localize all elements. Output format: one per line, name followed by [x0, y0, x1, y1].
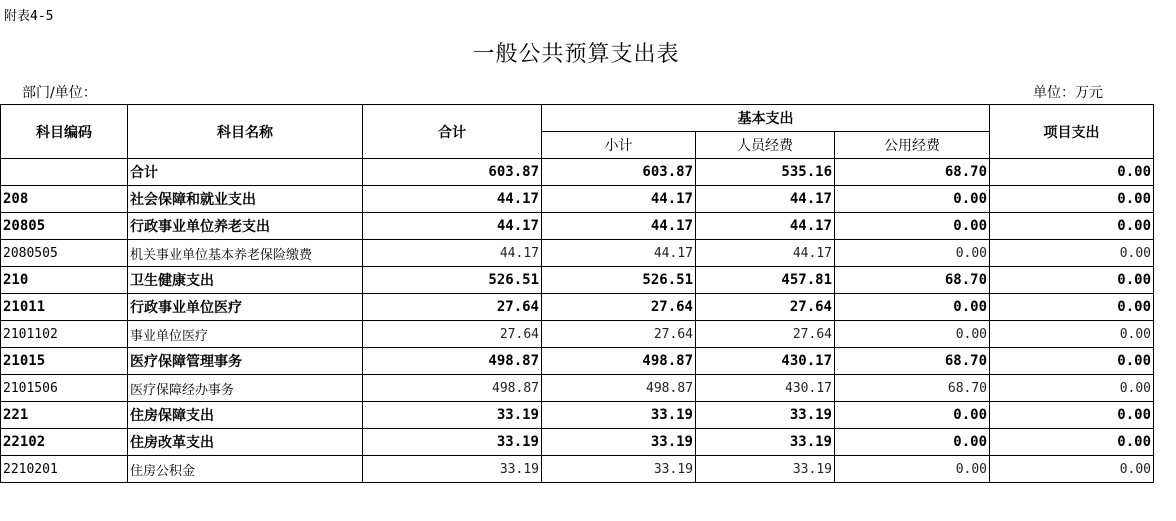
header-total: 合计 — [363, 105, 542, 159]
cell-personnel: 33.19 — [696, 402, 835, 429]
cell-subtotal: 603.87 — [542, 159, 696, 186]
cell-subtotal: 498.87 — [542, 375, 696, 402]
cell-name: 医疗保障管理事务 — [128, 348, 363, 375]
table-row — [1, 240, 1154, 267]
cell-name: 机关事业单位基本养老保险缴费 — [128, 240, 363, 267]
header-basic: 基本支出 — [542, 105, 990, 132]
cell-project: 0.00 — [990, 213, 1154, 240]
cell-project: 0.00 — [990, 240, 1154, 267]
cell-subtotal: 27.64 — [542, 294, 696, 321]
cell-total: 44.17 — [363, 186, 542, 213]
cell-project: 0.00 — [990, 375, 1154, 402]
cell-total: 27.64 — [363, 321, 542, 348]
cell-project: 0.00 — [990, 348, 1154, 375]
table-row — [1, 267, 1154, 294]
cell-personnel: 44.17 — [696, 186, 835, 213]
cell-name: 行政事业单位医疗 — [128, 294, 363, 321]
cell-name: 社会保障和就业支出 — [128, 186, 363, 213]
cell-personnel: 430.17 — [696, 375, 835, 402]
cell-project: 0.00 — [990, 159, 1154, 186]
cell-personnel: 457.81 — [696, 267, 835, 294]
cell-total: 498.87 — [363, 375, 542, 402]
cell-name: 医疗保障经办事务 — [128, 375, 363, 402]
cell-public: 68.70 — [835, 375, 990, 402]
header-project: 项目支出 — [990, 105, 1154, 159]
cell-name: 事业单位医疗 — [128, 321, 363, 348]
cell-subtotal: 44.17 — [542, 186, 696, 213]
header-code: 科目编码 — [1, 105, 128, 159]
cell-subtotal: 44.17 — [542, 213, 696, 240]
cell-personnel: 44.17 — [696, 240, 835, 267]
table-row — [1, 159, 1154, 186]
cell-public: 0.00 — [835, 240, 990, 267]
cell-total: 498.87 — [363, 348, 542, 375]
cell-code: 210 — [1, 267, 128, 294]
cell-personnel: 33.19 — [696, 429, 835, 456]
unit-label: 单位：万元 — [1033, 85, 1103, 101]
cell-name: 住房改革支出 — [128, 429, 363, 456]
cell-personnel: 44.17 — [696, 213, 835, 240]
table-row — [1, 186, 1154, 213]
cell-project: 0.00 — [990, 294, 1154, 321]
table-row — [1, 213, 1154, 240]
cell-project: 0.00 — [990, 429, 1154, 456]
cell-project: 0.00 — [990, 321, 1154, 348]
cell-personnel: 33.19 — [696, 456, 835, 483]
cell-name: 住房保障支出 — [128, 402, 363, 429]
cell-code: 20805 — [1, 213, 128, 240]
cell-project: 0.00 — [990, 456, 1154, 483]
cell-code: 2210201 — [1, 456, 128, 483]
cell-subtotal: 33.19 — [542, 429, 696, 456]
header-subtotal: 小计 — [542, 132, 696, 159]
cell-public: 0.00 — [835, 456, 990, 483]
cell-subtotal: 44.17 — [542, 240, 696, 267]
cell-subtotal: 27.64 — [542, 321, 696, 348]
cell-name: 卫生健康支出 — [128, 267, 363, 294]
table-row — [1, 348, 1154, 375]
cell-code: 221 — [1, 402, 128, 429]
cell-name: 住房公积金 — [128, 456, 363, 483]
cell-personnel: 27.64 — [696, 294, 835, 321]
cell-total: 33.19 — [363, 429, 542, 456]
cell-code: 21015 — [1, 348, 128, 375]
header-personnel: 人员经费 — [696, 132, 835, 159]
header-public: 公用经费 — [835, 132, 990, 159]
header-name: 科目名称 — [128, 105, 363, 159]
table-row — [1, 321, 1154, 348]
cell-public: 0.00 — [835, 186, 990, 213]
cell-personnel: 535.16 — [696, 159, 835, 186]
cell-public: 68.70 — [835, 267, 990, 294]
cell-public: 0.00 — [835, 429, 990, 456]
cell-project: 0.00 — [990, 402, 1154, 429]
cell-total: 44.17 — [363, 240, 542, 267]
cell-name: 合计 — [128, 159, 363, 186]
cell-project: 0.00 — [990, 186, 1154, 213]
table-row — [1, 402, 1154, 429]
annex-label: 附表4-5 — [4, 9, 54, 24]
cell-public: 0.00 — [835, 321, 990, 348]
cell-name: 行政事业单位养老支出 — [128, 213, 363, 240]
cell-public: 0.00 — [835, 213, 990, 240]
cell-public: 68.70 — [835, 348, 990, 375]
budget-table — [0, 104, 1154, 483]
cell-total: 33.19 — [363, 456, 542, 483]
table-row — [1, 294, 1154, 321]
cell-personnel: 27.64 — [696, 321, 835, 348]
cell-subtotal: 33.19 — [542, 402, 696, 429]
cell-project: 0.00 — [990, 267, 1154, 294]
cell-total: 33.19 — [363, 402, 542, 429]
cell-total: 526.51 — [363, 267, 542, 294]
cell-public: 0.00 — [835, 402, 990, 429]
cell-subtotal: 498.87 — [542, 348, 696, 375]
cell-subtotal: 33.19 — [542, 456, 696, 483]
cell-code: 2080505 — [1, 240, 128, 267]
cell-subtotal: 526.51 — [542, 267, 696, 294]
table-row — [1, 456, 1154, 483]
cell-total: 44.17 — [363, 213, 542, 240]
page-title: 一般公共预算支出表 — [472, 42, 680, 67]
cell-code: 208 — [1, 186, 128, 213]
budget-body — [1, 159, 1154, 483]
cell-code: 2101102 — [1, 321, 128, 348]
cell-code — [1, 159, 128, 186]
cell-code: 22102 — [1, 429, 128, 456]
dept-label: 部门/单位： — [22, 85, 97, 101]
cell-code: 2101506 — [1, 375, 128, 402]
table-row — [1, 375, 1154, 402]
cell-total: 603.87 — [363, 159, 542, 186]
cell-code: 21011 — [1, 294, 128, 321]
cell-public: 68.70 — [835, 159, 990, 186]
cell-public: 0.00 — [835, 294, 990, 321]
table-row — [1, 429, 1154, 456]
cell-personnel: 430.17 — [696, 348, 835, 375]
cell-total: 27.64 — [363, 294, 542, 321]
